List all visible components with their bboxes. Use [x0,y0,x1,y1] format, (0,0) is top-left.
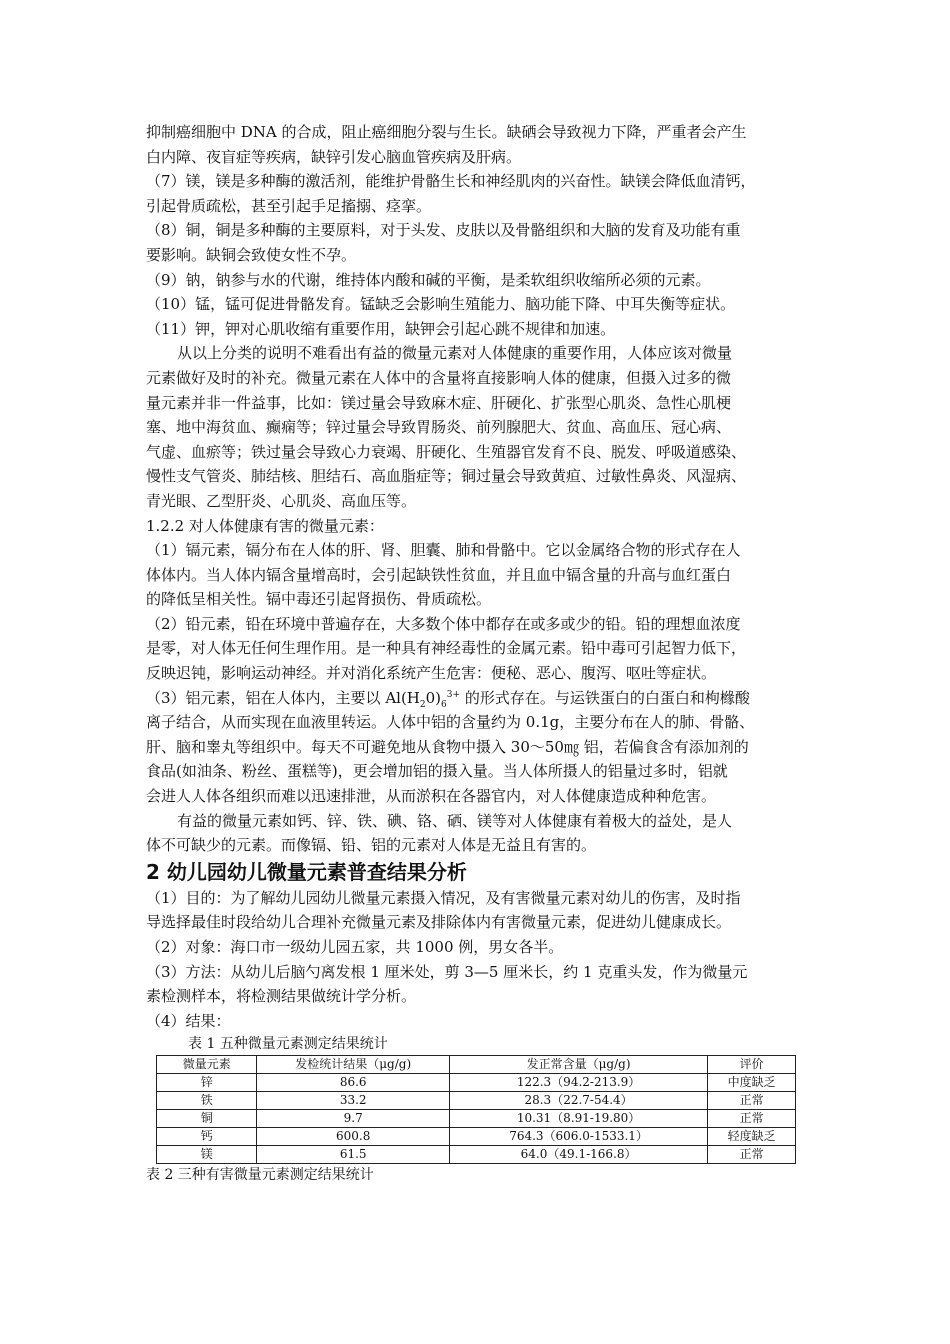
table1-caption: 表 1 五种微量元素测定结果统计 [188,1036,388,1053]
table-cell: 镁 [157,1146,257,1164]
text-line: 塞、地中海贫血、癫痫等；锌过量会导致胃肠炎、前列腺肥大、贫血、高血压、冠心病、 [146,418,732,437]
table-cell: 正常 [708,1092,796,1110]
table-cell: 正常 [708,1110,796,1128]
text-line: 会进人人体各组织而难以迅速排泄，从而淤积在各器官内，对人体健康造成种种危害。 [146,787,717,806]
text-line: （11）钾，钾对心肌收缩有重要作用，缺钾会引起心跳不规律和加速。 [146,319,616,338]
table-cell: 764.3（606.0-1533.1） [450,1128,708,1146]
table-row [157,1092,796,1110]
paragraphs-top [146,120,814,341]
text-line: 引起骨质疏松，甚至引起手足搐搦、痉挛。 [146,196,432,215]
subscript: 2 [419,699,426,710]
text-line: （1）镉元素，镉分布在人体的肝、肾、胆囊、肺和骨骼中。它以金属络合物的形式存在人 [146,541,741,560]
header-evaluation: 评价 [708,1056,796,1074]
text-line: 是零，对人体无任何生理作用。是一种具有神经毒性的金属元素。铅中毒可引起智力低下， [146,639,747,658]
text-line: （1）目的：为了解幼儿园幼儿微量元素摄入情况，及有害微量元素对幼儿的伤害，及时指 [146,888,741,907]
subscript: 6 [441,699,447,710]
table-cell: 铁 [157,1092,257,1110]
text-line: 元素做好及时的补充。微量元素在人体中的含量将直接影响人体的健康，但摄入过多的微 [146,368,732,387]
section-heading: 2 幼儿园幼儿微量元素普查结果分析 [146,859,467,884]
text-line: 从以上分类的说明不难看出有益的微量元素对人体健康的重要作用，人体应该对微量 [177,344,733,363]
table-header-row [157,1056,796,1074]
header-test-result: 发检统计结果（μg/g) [257,1056,450,1074]
table-cell: 600.8 [257,1128,450,1146]
table-cell: 轻度缺乏 [708,1128,796,1146]
text-line: 反映迟钝，影响运动神经。并对消化系统产生危害：便秘、恶心、腹泻、呕吐等症状。 [146,664,717,683]
superscript: 3+ [446,689,461,700]
text-span: 的形式存在。与运铁蛋白的白蛋白和枸橼酸 [460,688,750,707]
table-row [157,1128,796,1146]
text-line: 量元素并非一件益事，比如：镁过量会导致麻木症、肝硬化、扩张型心肌炎、急性心肌梗 [146,393,732,412]
header-normal-range: 发正常含量（μg/g) [450,1056,708,1074]
text-line: 白内障、夜盲症等疾病，缺锌引发心脑血管疾病及肝病。 [146,147,522,166]
text-line: 食品(如油条、粉丝、蛋糕等)，更会增加铝的摄入量。当人体所摄人的铝量过多时，铝就 [146,762,728,781]
text-line: （4）结果： [146,1011,231,1030]
text-line: 体体内。当人体内镉含量增高时，会引起缺铁性贫血，并且血中镉含量的升高与血红蛋白 [146,565,732,584]
table-cell: 86.6 [257,1074,450,1092]
conclusion-paragraph [146,809,814,858]
text-line: 体不可缺少的元素。而像镉、铅、铝的元素对人体是无益且有害的。 [146,836,597,855]
method-paragraphs [146,886,814,1034]
aluminum-line [146,686,814,711]
table-row [157,1146,796,1164]
table-cell: 122.3（94.2-213.9） [450,1074,708,1092]
text-line: 慢性支气管炎、肺结核、胆结石、高血脂症等；铜过量会导致黄疸、过敏性鼻炎、风湿病、 [146,467,747,486]
text-line: 要影响。缺铜会致使女性不孕。 [146,245,357,264]
text-line: 素检测样本，将检测结果做统计学分析。 [146,987,417,1006]
table-cell: 锌 [157,1074,257,1092]
text-line: （8）铜，铜是多种酶的主要原料，对于头发、皮肤以及骨骼组织和大脑的发育及功能有重 [146,221,741,240]
text-line: （3）方法：从幼儿后脑勺离发根 1 厘米处，剪 3—5 厘米长，约 1 克重头发，作为微量元 [146,962,748,981]
text-span: （3）铝元素，铝在人体内，主要以 Al(H [146,688,420,707]
harmful-elements [146,538,814,809]
table-row [157,1074,796,1092]
subsection-title: 1.2.2 对人体健康有害的微量元素： [146,516,384,535]
document-page [146,120,814,1186]
table-cell: 铜 [157,1110,257,1128]
text-line: （10）锰，锰可促进骨骼发育。锰缺乏会影响生殖能力、脑功能下降、中耳失衡等症状。 [146,295,736,314]
text-line: 导选择最佳时段给幼儿合理补充微量元素及排除体内有害微量元素，促进幼儿健康成长。 [146,913,732,932]
header-element: 微量元素 [157,1056,257,1074]
text-line: （2）对象：海口市一级幼儿园五家，共 1000 例，男女各半。 [146,938,564,956]
table2-caption: 表 2 三种有害微量元素测定结果统计 [146,1167,374,1184]
table-cell: 61.5 [257,1146,450,1164]
text-line: 抑制癌细胞中 DNA 的合成，阻止癌细胞分裂与生长。缺硒会导致视力下降，严重者会产生 [146,123,747,141]
text-line: （2）铅元素，铅在环境中普遍存在，大多数个体中都存在或多或少的铅。铅的理想血浓度 [146,614,741,633]
text-line: 青光眼、乙型肝炎、心肌炎、高血压等。 [146,491,417,510]
trace-elements-table [156,1055,796,1164]
text-line: （9）钠，钠参与水的代谢，维持体内酸和碱的平衡，是柔软组织收缩所必须的元素。 [146,270,711,289]
text-line: 离子结合，从而实现在血液里转运。人体中铝的含量约为 0.1g，主要分布在人的肺、骨骼、 [146,713,755,732]
text-line: 气虚、血瘀等；铁过量会导致心力衰竭、肝硬化、生殖器官发育不良、脱发、呼吸道感染、 [146,442,747,461]
text-line: 肝、脑和睾丸等组织中。每天不可避免地从食物中摄入 30～50㎎ 铝，若偏食含有添加剂的 [146,737,749,756]
text-line: 有益的微量元素如钙、锌、铁、碘、铬、硒、镁等对人体健康有着极大的益处，是人 [177,811,733,830]
text-line: 的降低呈相关性。镉中毒还引起肾损伤、骨质疏松。 [146,590,492,609]
text-span: 0) [425,688,442,707]
table-cell: 64.0（49.1-166.8） [450,1146,708,1164]
table-cell: 钙 [157,1128,257,1146]
table-cell: 中度缺乏 [708,1074,796,1092]
table-cell: 33.2 [257,1092,450,1110]
table-cell: 28.3（22.7-54.4） [450,1092,708,1110]
text-line: （7）镁，镁是多种酶的激活剂，能维护骨骼生长和神经肌肉的兴奋性。缺镁会降低血清钙， [146,172,756,191]
table-cell: 10.31（8.91-19.80） [450,1110,708,1128]
table-cell: 9.7 [257,1110,450,1128]
summary-paragraph [146,341,814,513]
table-row [157,1110,796,1128]
table-cell: 正常 [708,1146,796,1164]
